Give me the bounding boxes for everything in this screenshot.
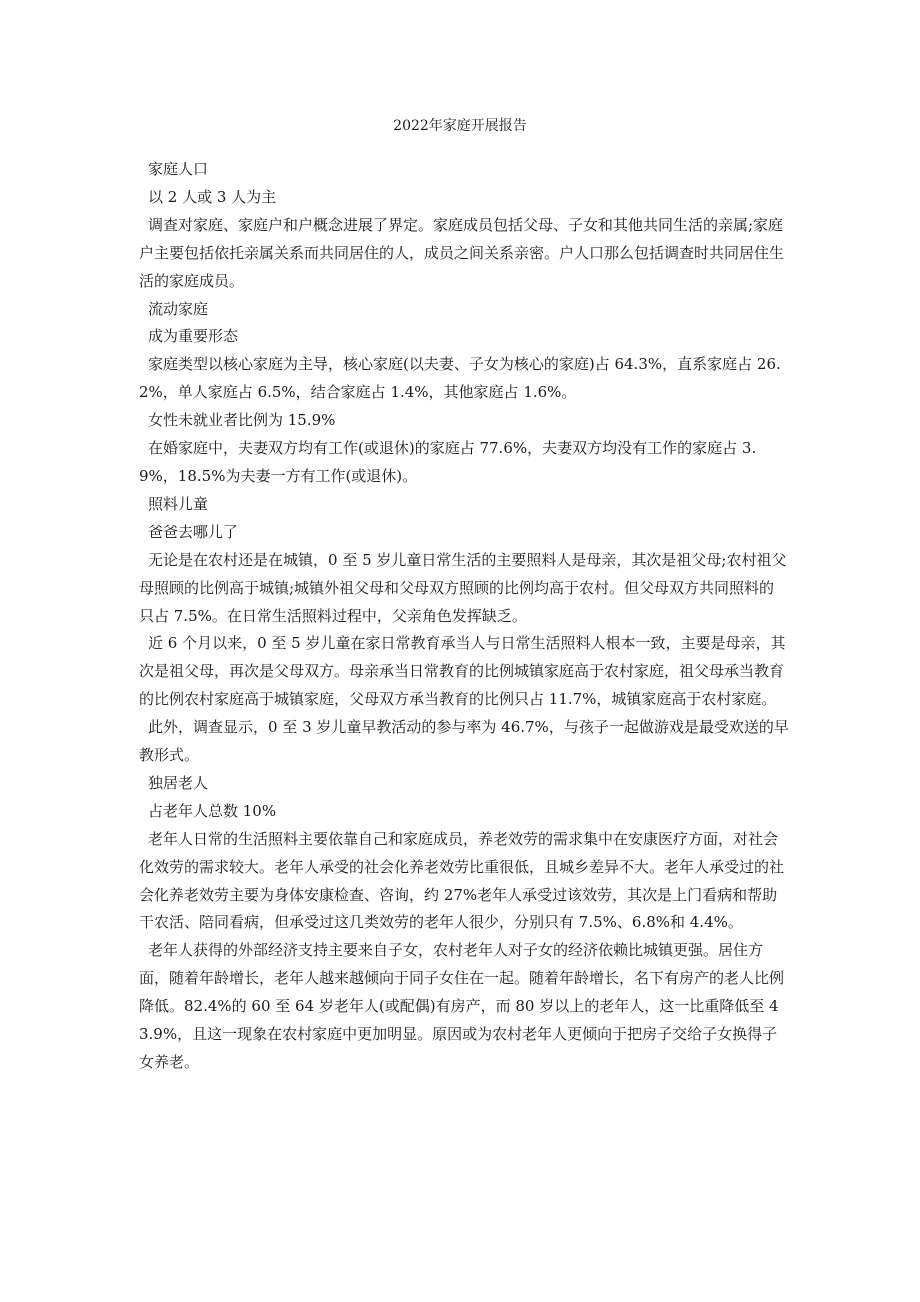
- body-paragraph: 老年人获得的外部经济支持主要来自子女，农村老年人对子女的经济依赖比城镇更强。居住方面，随着年龄增长，老年人越来越倾向于同子女住在一起。随着年龄增长，名下有房产的老人比例降低。82.4%的 60 至 64 岁老年人(或配偶)有房产，而 80 岁以上的老年人，这一比重降低至 43.9%，且这一现象在农村家庭中更加明显。原因或为农村老年人更倾向于把房子交给子女换得子女养老。: [139, 941, 785, 1071]
- body-paragraph: 老年人日常的生活照料主要依靠自己和家庭成员，养老效劳的需求集中在安康医疗方面，对社会化效劳的需求较大。老年人承受的社会化养老效劳比重很低，且城乡差异不大。老年人承受过的社会化养老效劳主要为身体安康检查、咨询，约 27%老年人承受过该效劳，其次是上门看病和帮助干农活、陪同看病，但承受过这几类效劳的老年人很少，分别只有 7.5%、6.8%和 4.4%。: [139, 829, 785, 932]
- section-heading: 独居老人: [148, 773, 209, 792]
- body-paragraph: 近 6 个月以来，0 至 5 岁儿童在家日常教育承当人与日常生活照料人根本一致，主要是母亲，其次是祖父母，再次是父母双方。母亲承当日常教育的比例城镇家庭高于农村家庭，祖父母承当教育的比例农村家庭高于城镇家庭，父母双方承当教育的比例只占 11.7%，城镇家庭高于农村家庭。: [139, 634, 786, 709]
- section-subheading: 以 2 人或 3 人为主: [148, 187, 277, 206]
- section-subheading: 爸爸去哪儿了: [148, 522, 239, 541]
- section-heading: 家庭人口: [148, 160, 209, 178]
- section-heading: 照料儿童: [148, 494, 209, 513]
- body-paragraph: 家庭类型以核心家庭为主导，核心家庭(以夫妻、子女为核心的家庭)占 64.3%，直系家庭占 26.2%，单人家庭占 6.5%，结合家庭占 1.4%，其他家庭占 1.6%。: [139, 355, 781, 402]
- section-subheading: 成为重要形态: [148, 327, 239, 346]
- section-heading: 流动家庭: [148, 299, 209, 318]
- section-subheading: 占老年人总数 10%: [148, 801, 277, 820]
- body-paragraph: 此外，调查显示，0 至 3 岁儿童早教活动的参与率为 46.7%，与孩子一起做游戏是最受欢送的早教形式。: [139, 718, 789, 765]
- document-title: 2022年家庭开展报告: [393, 118, 527, 134]
- section-subheading: 女性未就业者比例为 15.9%: [148, 411, 336, 430]
- document-body: [139, 156, 789, 1077]
- body-paragraph: 在婚家庭中，夫妻双方均有工作(或退休)的家庭占 77.6%，夫妻双方均没有工作的家庭占 3.9%，18.5%为夫妻一方有工作(或退休)。: [139, 439, 757, 485]
- body-paragraph: 无论是在农村还是在城镇，0 至 5 岁儿童日常生活的主要照料人是母亲，其次是祖父母;农村祖父母照顾的比例高于城镇;城镇外祖父母和父母双方照顾的比例均高于农村。但父母双方共同照料的只占 7.5%。在日常生活照料过程中，父亲角色发挥缺乏。: [139, 550, 787, 625]
- body-paragraph: 调查对家庭、家庭户和户概念进展了界定。家庭成员包括父母、子女和其他共同生活的亲属;家庭户主要包括依托亲属关系而共同居住的人，成员之间关系亲密。户人口那么包括调查时共同居住生活的家庭成员。: [139, 215, 785, 290]
